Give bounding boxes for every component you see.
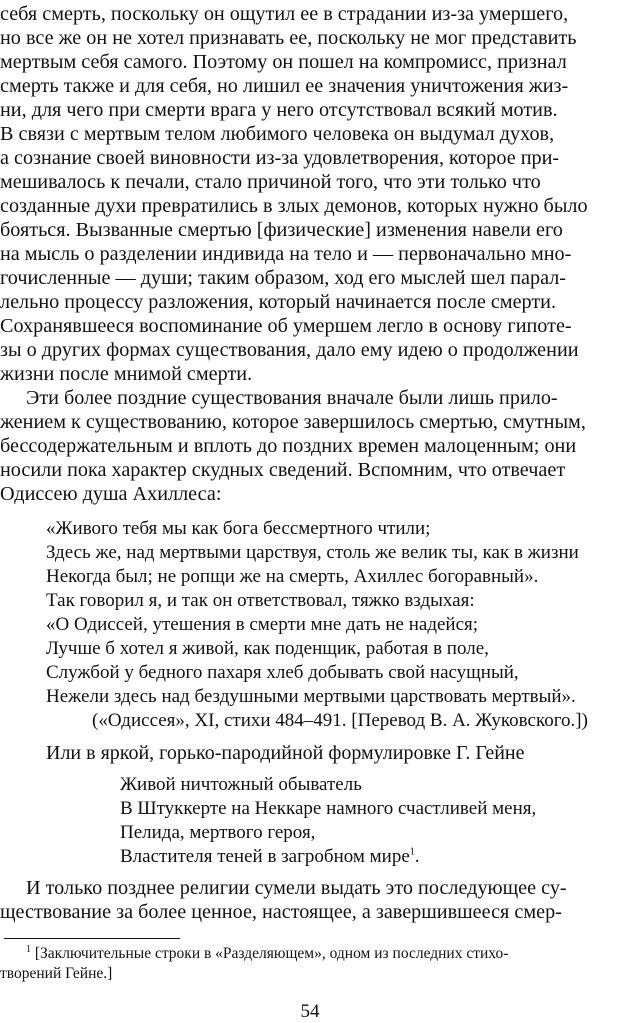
quote-line-text: Властителя теней в загробном мире [120,846,410,867]
quote-line: Лучше б хотел я живой, как поденщик, работая в поле, [46,638,489,659]
text-line: бояться. Вызванные смертью [физические] изменения навели его [0,219,563,241]
footnote-divider [4,938,180,939]
quote-line: Нежели здесь над бездушными мертвыми царствовать мертвый». [46,686,576,707]
quote-line: Так говорил я, и так он ответствовал, тяжко вздыхая: [46,590,475,611]
quote-citation: («Одиссея», XI, стихи 484–491. [Перевод В. А. Жуковского.]) [92,710,588,731]
quote-line: Живой ничтожный обыватель [120,774,362,795]
text-line: гочисленные — души; таким образом, ход его мыслей шел парал- [0,267,567,289]
text-line: жением к существованию, которое завершилось смертью, смутным, [0,411,586,433]
text-line: но все же он не хотел признавать ее, поскольку не мог представить [0,27,577,49]
text-line: зы о других формах существования, дало ему идею о продолжении [0,339,579,361]
text-line: В связи с мертвым телом любимого человека он выдумал духов, [0,123,555,145]
footnote-number: 1 [26,943,31,955]
quote-line: Властителя теней в загробном мире$^1$. [120,846,420,867]
text-line: жизни после мнимой смерти. [0,363,253,385]
text-line: Эти более поздние существования вначале были лишь прило- [26,387,558,409]
text-line: мешивалось к печали, стало причиной того, что эти только что [0,171,541,193]
text-line: лельно процессу разложения, который начинается после смерти. [0,291,557,313]
quote-line: Пелида, мертвого героя, [120,822,316,843]
text-line: ни, для чего при смерти врага у него отсутствовал всякий мотив. [0,99,558,121]
footnote-marker[interactable]: 1 [409,846,415,858]
quote-line: «Живого тебя мы как бога бессмертного чтили; [46,518,431,539]
heine-intro: Или в яркой, горько-пародийной формулировке Г. Гейне [46,742,525,764]
quote-line: В Штуккерте на Неккаре намного счастливей меня, [120,798,537,819]
text-line: И только позднее религии сумели выдать это последующее су- [26,877,567,899]
text-line: а сознание своей виновности из-за удовлетворения, которое при- [0,147,560,169]
quote-line: Службой у бедного пахаря хлеб добывать свой насущный, [46,662,519,683]
text-line: Одиссею душа Ахиллеса: [0,483,222,505]
footnote-line: [Заключительные строки в «Разделяющем», одном из последних стихо- [34,945,509,962]
text-line: мертвым себя самого. Поэтому он пошел на компромисс, признал [0,51,567,73]
page-number: 54 [300,1001,320,1022]
text-line: смерть также и для себя, но лишил ее значения уничтожения жиз- [0,75,569,97]
footnote-line: творений Гейне.] [0,965,113,982]
quote-line: Некогда был; не ропщи же на смерть, Ахиллес богоравный». [46,566,539,587]
text-line: Сохранявшееся воспоминание об умершем легло в основу гипоте- [0,315,572,337]
footnote-text [26,944,508,964]
text-line: ществование за более ценное, настоящее, а завершившееся смер- [0,901,562,923]
quote-line: «О Одиссей, утешения в смерти мне дать не надейся; [46,614,479,635]
text-line: бессодержательным и вплоть до поздних времен малоценным; они [0,435,577,457]
text-line: носили пока характер скудных сведений. Вспомним, что отвечает [0,459,566,481]
text-line: себя смерть, поскольку он ощутил ее в страдании из-за умершего, [0,3,569,25]
text-line: созданные духи превратились в злых демонов, которых нужно было [0,195,588,217]
quote-line: Здесь же, над мертвыми царствуя, столь же велик ты, как в жизни [46,542,579,563]
text-line: на мысль о разделении индивида на тело и — первоначально мно- [0,243,572,265]
